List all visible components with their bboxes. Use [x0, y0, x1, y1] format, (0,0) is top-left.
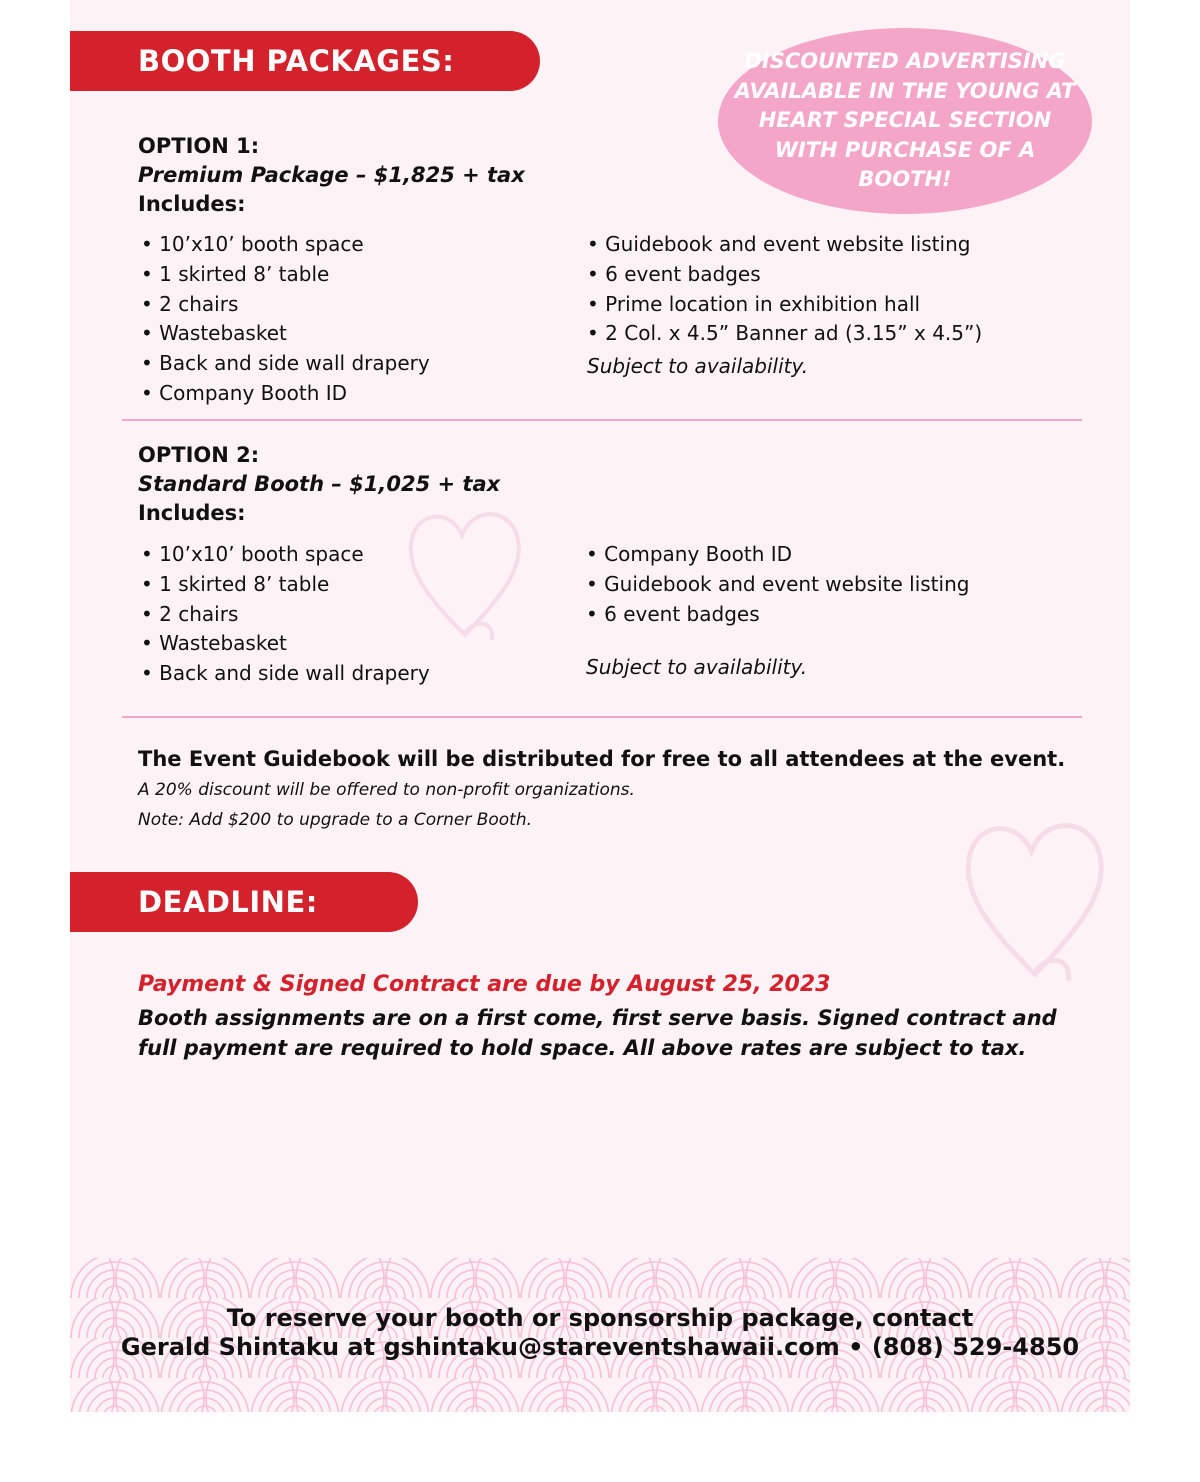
option2-title: Standard Booth – $1,025 + tax — [138, 472, 501, 496]
list-item: • 10’x10’ booth space — [141, 230, 430, 260]
list-item: • Company Booth ID — [141, 379, 430, 409]
discount-note: A 20% discount will be offered to non-profit organizations. — [138, 780, 635, 800]
option1-label: OPTION 1: — [138, 134, 260, 158]
list-item: • 2 Col. x 4.5” Banner ad (3.15” x 4.5”) — [587, 319, 982, 349]
list-item: • Company Booth ID — [586, 540, 969, 570]
option1-title: Premium Package – $1,825 + tax — [138, 163, 525, 187]
list-item: • 10’x10’ booth space — [141, 540, 430, 570]
list-item: • 6 event badges — [586, 600, 969, 630]
booth-packages-heading: BOOTH PACKAGES: — [70, 31, 540, 91]
list-item: • 6 event badges — [587, 260, 982, 290]
list-item: • 2 chairs — [141, 290, 430, 320]
list-item: • Guidebook and event website listing — [586, 570, 969, 600]
option1-availability: Subject to availability. — [587, 354, 809, 378]
list-item: • 1 skirted 8’ table — [141, 260, 430, 290]
list-item: • 1 skirted 8’ table — [141, 570, 430, 600]
option1-left-list — [141, 230, 430, 409]
list-item: • Wastebasket — [141, 629, 430, 659]
option1-header — [138, 132, 525, 219]
contact-info — [70, 1304, 1130, 1362]
deadline-heading: DEADLINE: — [70, 872, 418, 932]
list-item: • Back and side wall drapery — [141, 349, 430, 379]
list-item: • Prime location in exhibition hall — [587, 290, 982, 320]
contact-line2: Gerald Shintaku at gshintaku@stareventshawaii.com • (808) 529-4850 — [120, 1333, 1080, 1361]
option2-includes: Includes: — [138, 501, 246, 525]
option2-label: OPTION 2: — [138, 443, 260, 467]
deadline-line1: Booth assignments are on a first come, first serve basis. Signed contract and — [138, 1006, 1057, 1030]
list-item: • 2 chairs — [141, 600, 430, 630]
option2-left-list — [141, 540, 430, 689]
deadline-due: Payment & Signed Contract are due by August 25, 2023 — [138, 972, 831, 997]
option1-right-list — [587, 230, 982, 349]
promo-text: DISCOUNTED ADVERTISING AVAILABLE IN THE YOUNG AT HEART SPECIAL SECTION WITH PURCHASE OF A BOOTH! — [734, 49, 1076, 192]
divider — [122, 419, 1082, 421]
promo-oval — [718, 28, 1092, 214]
option2-availability: Subject to availability. — [586, 655, 808, 679]
guidebook-note: The Event Guidebook will be distributed for free to all attendees at the event. — [138, 747, 1066, 771]
deadline-line2: full payment are required to hold space. All above rates are subject to tax. — [138, 1036, 1027, 1060]
option2-right-list — [586, 540, 969, 629]
contact-line1: To reserve your booth or sponsorship package, contact — [226, 1304, 974, 1332]
list-item: • Wastebasket — [141, 319, 430, 349]
heart-icon — [955, 808, 1115, 993]
option2-header — [138, 441, 500, 528]
corner-booth-note: Note: Add $200 to upgrade to a Corner Booth. — [138, 810, 533, 830]
divider — [122, 716, 1082, 718]
list-item: • Guidebook and event website listing — [587, 230, 982, 260]
list-item: • Back and side wall drapery — [141, 659, 430, 689]
option1-includes: Includes: — [138, 192, 246, 216]
